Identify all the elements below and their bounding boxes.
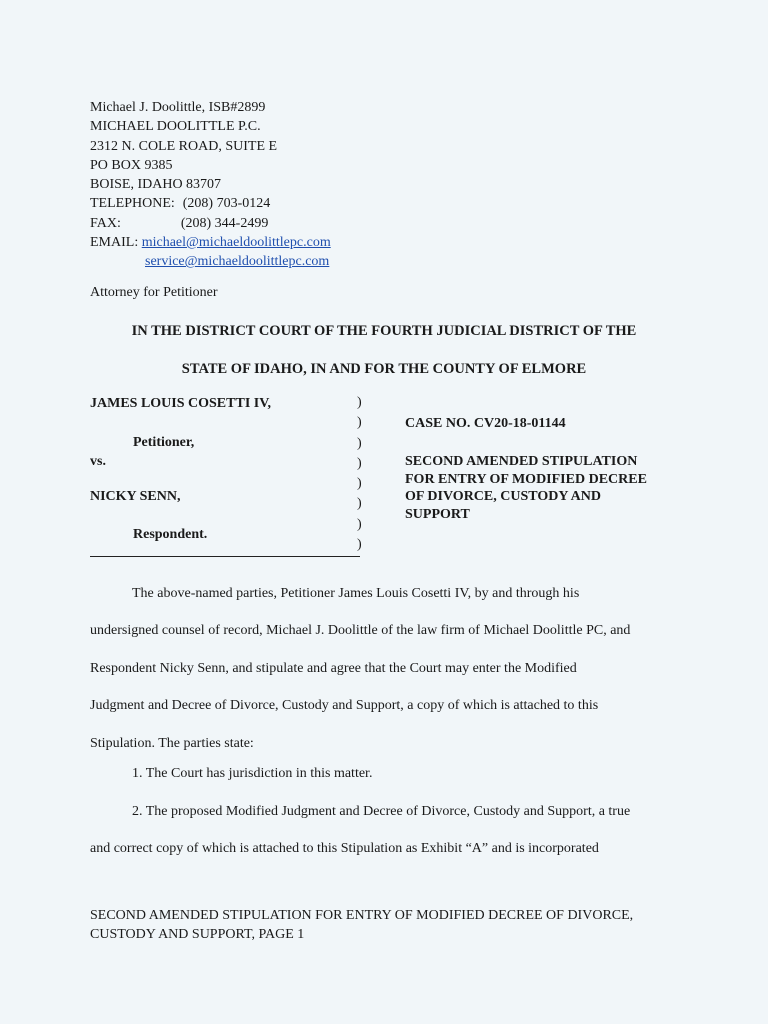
body-line: Stipulation. The parties state:	[90, 735, 254, 751]
caption-bracket: )	[357, 537, 362, 553]
title-line: SUPPORT	[405, 506, 470, 522]
attorney-name: Michael J. Doolittle, ISB#2899	[90, 100, 266, 115]
court-heading-line2: STATE OF IDAHO, IN AND FOR THE COUNTY OF ELMORE	[181, 361, 587, 377]
page-footer	[90, 906, 633, 944]
caption-bracket: )	[357, 476, 362, 492]
caption-bracket: )	[357, 395, 362, 410]
title-line: SECOND AMENDED STIPULATION	[405, 454, 638, 469]
caption-bracket: )	[357, 496, 362, 512]
email-row	[90, 233, 331, 252]
footer-line: SECOND AMENDED STIPULATION FOR ENTRY OF MODIFIED DECREE OF DIVORCE,	[90, 908, 634, 923]
email-link-primary[interactable]: michael@michaeldoolittlepc.com	[141, 235, 331, 251]
versus-label: vs.	[90, 454, 106, 469]
numbered-item-1: 1. The Court has jurisdiction in this matter.	[132, 766, 373, 781]
court-heading-line1: IN THE DISTRICT COURT OF THE FOURTH JUDICIAL DISTRICT OF THE	[131, 323, 637, 339]
body-line: undersigned counsel of record, Michael J. Doolittle of the law firm of Michael Doolittle PC, and	[90, 623, 631, 639]
firm-name: MICHAEL DOOLITTLE P.C.	[90, 119, 261, 135]
respondent-name: NICKY SENN,	[90, 489, 181, 504]
po-box: PO BOX 9385	[90, 157, 173, 173]
fax-label: FAX:	[90, 215, 121, 231]
body-paragraph	[90, 575, 690, 762]
title-line: FOR ENTRY OF MODIFIED DECREE	[405, 471, 647, 487]
caption-bracket: )	[357, 435, 362, 451]
email-link-service[interactable]: service@michaeldoolittlepc.com	[145, 254, 330, 270]
caption-bracket: )	[357, 455, 362, 471]
email-row-secondary	[90, 252, 331, 271]
body-line: Respondent Nicky Senn, and stipulate and agree that the Court may enter the Modified	[90, 660, 577, 676]
footer-line: CUSTODY AND SUPPORT, PAGE 1	[90, 927, 305, 942]
letterhead	[90, 98, 331, 272]
attorney-for: Attorney for Petitioner	[90, 285, 218, 300]
respondent-label: Respondent.	[133, 527, 208, 542]
numbered-item-2: 2. The proposed Modified Judgment and Decree of Divorce, Custody and Support, a true	[132, 804, 631, 819]
document-title	[405, 453, 647, 523]
city-state-zip: BOISE, IDAHO 83707	[90, 177, 222, 193]
email-label: EMAIL:	[90, 235, 139, 251]
caption-bracket: )	[357, 415, 362, 431]
petitioner-name: JAMES LOUIS COSETTI IV,	[90, 396, 272, 411]
telephone-label: TELEPHONE:	[90, 196, 175, 212]
body-line: The above-named parties, Petitioner James Louis Cosetti IV, by and through his	[132, 586, 580, 601]
telephone-row	[90, 194, 331, 213]
fax-row	[90, 214, 331, 233]
street-address: 2312 N. COLE ROAD, SUITE E	[90, 138, 278, 154]
title-line: OF DIVORCE, CUSTODY AND	[405, 489, 601, 504]
caption-underline	[90, 556, 360, 557]
numbered-item-2-continued: and correct copy of which is attached to this Stipulation as Exhibit “A” and is incorporated	[90, 841, 599, 856]
case-number: CASE NO. CV20-18-01144	[405, 416, 566, 431]
caption-bracket-column	[357, 393, 362, 555]
telephone-number: (208) 703-0124	[182, 196, 271, 212]
caption-bracket: )	[357, 516, 362, 532]
fax-number: (208) 344-2499	[180, 215, 269, 231]
body-line: Judgment and Decree of Divorce, Custody and Support, a copy of which is attached to this	[90, 698, 599, 714]
petitioner-label: Petitioner,	[133, 435, 195, 450]
